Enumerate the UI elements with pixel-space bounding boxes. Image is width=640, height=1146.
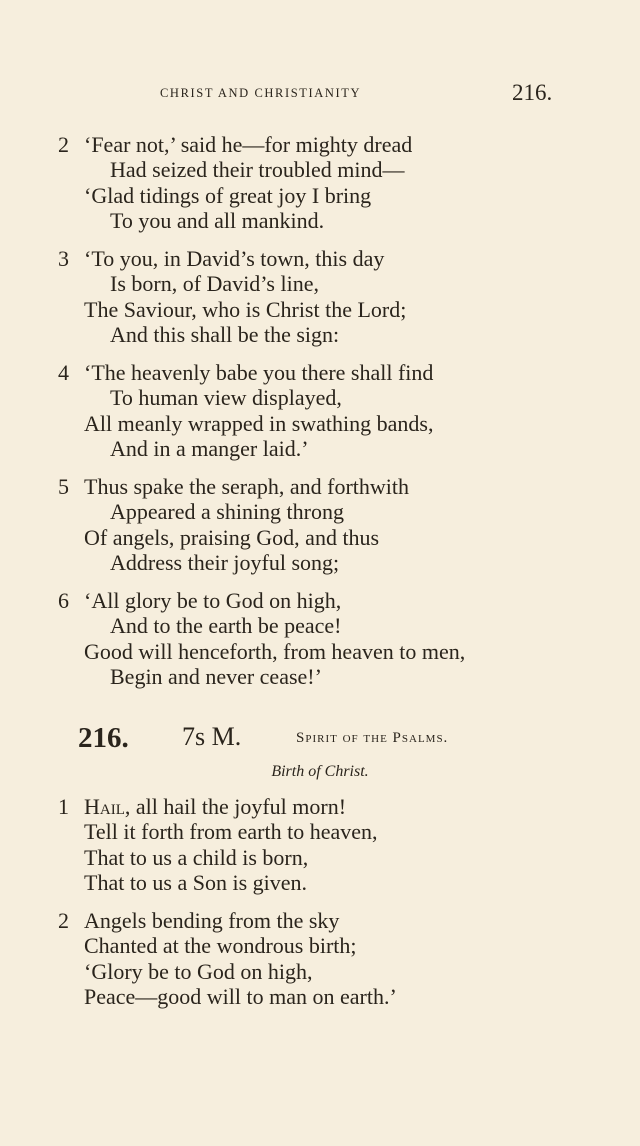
verse-line: And in a manger laid.’: [110, 436, 309, 461]
verse-line: And this shall be the sign:: [110, 322, 340, 347]
stanza-number: 6: [58, 588, 69, 613]
verse-line: Good will henceforth, from heaven to men,: [84, 639, 466, 664]
verse-line: All meanly wrapped in swathing bands,: [84, 411, 434, 436]
verse-line: Had seized their troubled mind—: [110, 157, 405, 182]
verse-line: That to us a child is born,: [84, 845, 309, 870]
verse-line: Angels bending from the sky: [84, 908, 340, 933]
verse-line: Of angels, praising God, and thus: [84, 525, 380, 550]
verse-line: To human view displayed,: [110, 385, 342, 410]
hymn-tune: Spirit of the Psalms.: [296, 730, 449, 746]
verse-line: Thus spake the seraph, and forthwith: [84, 474, 410, 499]
hymn-number: 216.: [78, 722, 129, 754]
verse-line: Address their joyful song;: [110, 550, 340, 575]
stanza-number: 2: [58, 908, 69, 933]
verse-line: Tell it forth from earth to heaven,: [84, 819, 378, 844]
verse-line: Peace—good will to man on earth.’: [84, 984, 397, 1009]
verse-line-rest: all hail the joyful morn!: [130, 794, 347, 819]
verse-line: ‘Glory be to God on high,: [84, 959, 313, 984]
verse-line: That to us a Son is given.: [84, 870, 308, 895]
stanza-number: 3: [58, 246, 69, 271]
running-title: CHRIST AND CHRISTIANITY: [160, 86, 362, 100]
verse-line: ‘Fear not,’ said he—for mighty dread: [84, 132, 413, 157]
verse-line: [84, 794, 346, 820]
stanza-number: 1: [58, 794, 69, 819]
verse-line: And to the earth be peace!: [110, 613, 342, 638]
verse-line: ‘To you, in David’s town, this day: [84, 246, 385, 271]
verse-line: Is born, of David’s line,: [110, 271, 319, 296]
verse-line: Begin and never cease!’: [110, 664, 322, 689]
verse-line: ‘All glory be to God on high,: [84, 588, 342, 613]
hymn-subtitle: Birth of Christ.: [271, 763, 369, 780]
stanza-number: 4: [58, 360, 69, 385]
page-number: 216.: [512, 80, 553, 105]
stanza-number: 2: [58, 132, 69, 157]
hymn-meter: 7s M.: [182, 722, 242, 751]
verse-line: To you and all mankind.: [110, 208, 325, 233]
verse-line: Appeared a shining throng: [110, 499, 344, 524]
verse-line: ‘The heavenly babe you there shall find: [84, 360, 434, 385]
first-word: Hail,: [84, 794, 131, 819]
verse-line: Chanted at the wondrous birth;: [84, 933, 357, 958]
verse-line: ‘Glad tidings of great joy I bring: [84, 183, 372, 208]
stanza-number: 5: [58, 474, 69, 499]
verse-line: The Saviour, who is Christ the Lord;: [84, 297, 407, 322]
